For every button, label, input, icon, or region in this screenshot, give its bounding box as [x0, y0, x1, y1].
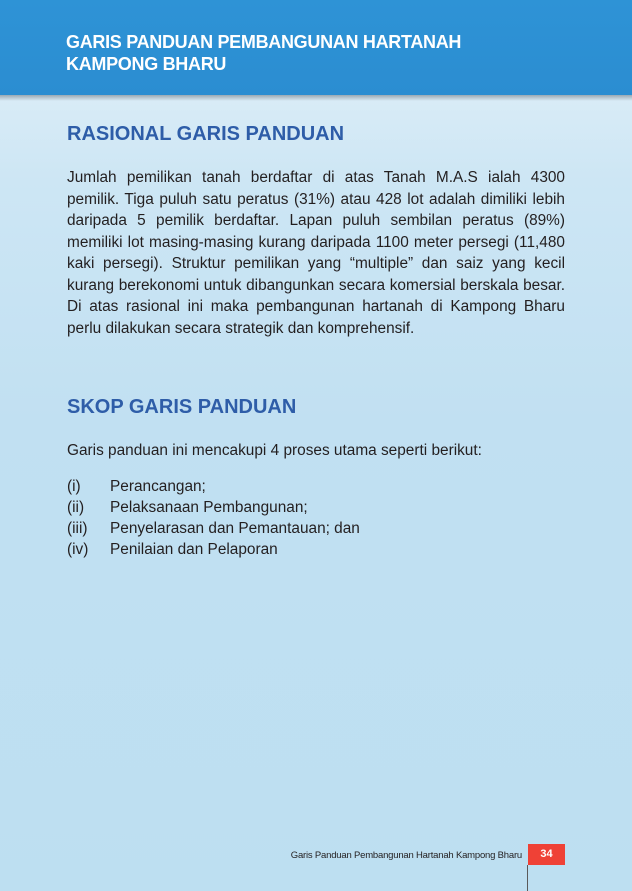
page-number-badge: 34 — [528, 844, 565, 865]
list-item — [67, 539, 360, 560]
list-item-text: Perancangan; — [110, 478, 206, 495]
section-heading-skop: SKOP GARIS PANDUAN — [67, 396, 297, 418]
footer-running-title: Garis Panduan Pembangunan Hartanah Kampong Bharu — [290, 850, 522, 861]
list-item — [67, 497, 360, 518]
rasional-paragraph: Jumlah pemilikan tanah berdaftar di atas Tanah M.A.S ialah 4300 pemilik. Tiga puluh satu peratus (31%) atau 428 lot adalah dimiliki lebih daripada 5 pemilik berdaftar. Lapan puluh sembilan peratus (89%) memiliki lot masing-masing kurang daripada 1100 meter persegi (11,480 kaki persegi). Struktur pemilikan yang “multiple” dan saiz yang kecil kurang berekonomi untuk dibangunkan secara komersial berskala besar. Di atas rasional ini maka pembangunan hartanah di Kampong Bharu perlu dilakukan secara strategik dan komprehensif. — [67, 169, 565, 337]
list-item-number: (iv) — [67, 541, 89, 558]
page-header-banner — [0, 0, 632, 95]
list-item-number: (iii) — [67, 520, 88, 537]
section-heading-rasional: RASIONAL GARIS PANDUAN — [67, 123, 345, 145]
footer-vertical-rule — [527, 865, 528, 891]
scope-list — [67, 476, 360, 560]
document-title: GARIS PANDUAN PEMBANGUNAN HARTANAH KAMPONG BHARU — [66, 32, 462, 74]
list-item — [67, 476, 360, 497]
list-item-text: Penyelarasan dan Pemantauan; dan — [110, 520, 360, 537]
list-item-number: (ii) — [67, 499, 85, 516]
skop-intro: Garis panduan ini mencakupi 4 proses utama seperti berikut: — [67, 442, 482, 459]
header-shadow-divider — [0, 95, 632, 101]
list-item-text: Pelaksanaan Pembangunan; — [110, 499, 308, 516]
list-item — [67, 518, 360, 539]
list-item-number: (i) — [67, 478, 81, 495]
list-item-text: Penilaian dan Pelaporan — [110, 541, 278, 558]
